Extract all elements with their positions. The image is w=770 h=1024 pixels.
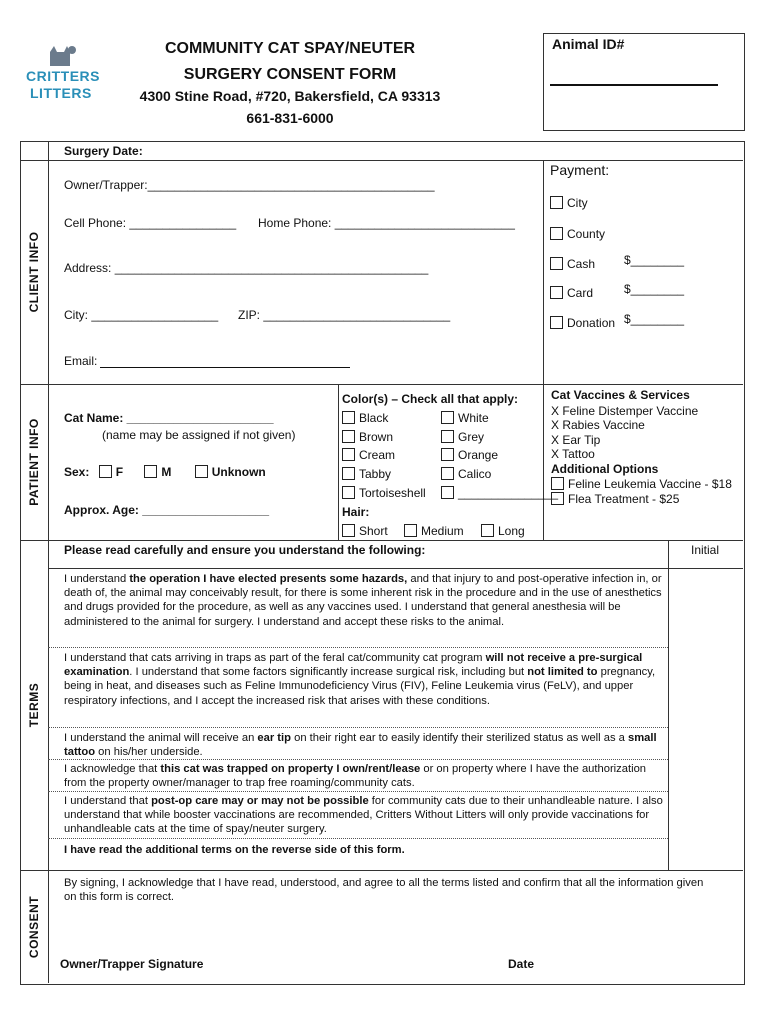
owner-field[interactable]: Owner/Trapper:___________________________________________ (64, 178, 435, 192)
animal-id-field[interactable] (550, 84, 718, 86)
form-title-line2: SURGERY CONSENT FORM (183, 66, 397, 83)
color-tabby[interactable]: Tabby (342, 467, 391, 481)
address-field[interactable]: Address: _______________________________________________ (64, 261, 429, 275)
section-label-consent: CONSENT (27, 895, 41, 958)
color-orange[interactable]: Orange (441, 448, 498, 462)
color-white[interactable]: White (441, 411, 489, 425)
hair-medium[interactable]: Medium (404, 524, 464, 538)
logo-text-bottom: LITTERS (30, 85, 92, 101)
consent-text: By signing, I acknowledge that I have read, understood, and agree to all the terms listed and confirm that all the information given on this form is correct. (64, 877, 704, 904)
hair-short[interactable]: Short (342, 524, 388, 538)
hair-long[interactable]: Long (481, 524, 525, 538)
sex-label: Sex: (64, 465, 90, 479)
card-amount-field[interactable]: $________ (624, 282, 685, 296)
checkbox[interactable] (550, 227, 563, 240)
date-label[interactable]: Date (508, 957, 535, 971)
initial-header: Initial (691, 543, 720, 557)
term-paragraph-1: I understand the operation I have elected presents some hazards, and that injury to and post-operative infection in, or death of, the animal may conceivably result, for there is some inherent risk in the procedure and in the use of anesthetics and drugs provided for the procedure, as well as any vaccines used. I understand that general anesthesia will be administered to the animal for surgery. I understand and accept these risks to the animal. (64, 573, 662, 628)
org-phone: 661-831-6000 (246, 110, 334, 126)
payment-donation-option[interactable]: Donation (550, 316, 615, 330)
email-field[interactable] (100, 367, 350, 368)
color-black[interactable]: Black (342, 411, 388, 425)
section-label-patient: PATIENT INFO (27, 418, 41, 506)
org-address: 4300 Stine Road, #720, Bakersfield, CA 93313 (139, 88, 441, 104)
term-paragraph-4: I acknowledge that this cat was trapped on property I own/rent/lease or on property where I have the authorization from the property owner/manager to trap free roaming/community cats. (64, 763, 647, 790)
animal-id-box (543, 33, 745, 131)
cash-amount-field[interactable]: $________ (624, 253, 685, 267)
checkbox[interactable] (550, 316, 563, 329)
cat-name-field[interactable]: Cat Name: ______________________ (64, 411, 274, 425)
home-phone-field[interactable]: Home Phone: ___________________________ (258, 216, 515, 230)
vaccine-item: X Tattoo (551, 447, 595, 461)
checkbox[interactable] (550, 286, 563, 299)
term-paragraph-5: I understand that post-op care may or may not be possible for community cats due to their unhandleable nature. I also understand that while booster vaccinations are recommended, Critters Without Litters will only provide vaccinations for unhandleable cats at the time of spay/neuter surgery. (64, 795, 663, 836)
donation-amount-field[interactable]: $________ (624, 312, 685, 326)
approx-age-field[interactable]: Approx. Age: ___________________ (64, 503, 270, 517)
form-title-line1: COMMUNITY CAT SPAY/NEUTER (164, 40, 416, 57)
email-label: Email: (64, 354, 98, 368)
color-brown[interactable]: Brown (342, 430, 393, 444)
payment-card-option[interactable]: Card (550, 286, 593, 300)
terms-header: Please read carefully and ensure you understand the following: (64, 543, 426, 557)
animal-id-label: Animal ID# (552, 36, 625, 52)
flea-treatment-option[interactable]: Flea Treatment - $25 (551, 492, 679, 506)
vaccines-header: Cat Vaccines & Services (551, 388, 690, 402)
cat-name-note: (name may be assigned if not given) (102, 428, 296, 442)
logo-text-top: CRITTERS (26, 68, 100, 84)
term-paragraph-2: I understand that cats arriving in traps as part of the feral cat/community cat program will not receive a pre-surgical examination. I understand that some factors significantly increase surgical risk, including but not limited to pregnancy, being in heat, and diseases such as Feline Immunodeficiency Virus (FIV), Feline Leukemia virus (FeLV), and upper respiratory infections, and I accept the increased risk that arises with these conditions. (64, 652, 656, 707)
zip-field[interactable]: ZIP: ____________________________ (238, 308, 451, 322)
sex-unknown-checkbox[interactable] (195, 465, 208, 478)
payment-city-option[interactable]: City (550, 196, 588, 210)
term-paragraph-6: I have read the additional terms on the reverse side of this form. (64, 844, 405, 856)
color-calico[interactable]: Calico (441, 467, 491, 481)
colors-header: Color(s) – Check all that apply: (342, 392, 519, 406)
checkbox[interactable] (550, 196, 563, 209)
sex-row (64, 465, 266, 479)
sex-m-label: M (161, 465, 172, 479)
hair-label: Hair: (342, 505, 370, 519)
sex-f-label: F (115, 465, 124, 479)
surgery-date-field[interactable]: Surgery Date: (64, 144, 143, 158)
term-paragraph-3: I understand the animal will receive an ear tip on their right ear to easily identify their sterilized status as well as a small tattoo on his/her underside. (64, 732, 657, 759)
section-label-terms: TERMS (27, 682, 41, 728)
color-other[interactable]: _______________ (441, 486, 558, 500)
payment-cash-option[interactable]: Cash (550, 257, 595, 271)
sex-unknown-label: Unknown (211, 465, 266, 479)
sex-m-checkbox[interactable] (144, 465, 157, 478)
color-grey[interactable]: Grey (441, 430, 484, 444)
checkbox[interactable] (550, 257, 563, 270)
vaccine-item: X Feline Distemper Vaccine (551, 404, 699, 418)
section-label-client: CLIENT INFO (27, 231, 41, 313)
city-field[interactable]: City: ___________________ (64, 308, 219, 322)
signature-label[interactable]: Owner/Trapper Signature (60, 957, 204, 971)
color-tortoiseshell[interactable]: Tortoiseshell (342, 486, 426, 500)
color-cream[interactable]: Cream (342, 448, 395, 462)
cell-phone-field[interactable]: Cell Phone: ________________ (64, 216, 237, 230)
additional-options-header: Additional Options (551, 462, 659, 476)
payment-county-option[interactable]: County (550, 227, 605, 241)
vaccine-item: X Rabies Vaccine (551, 418, 645, 432)
sex-f-checkbox[interactable] (99, 465, 112, 478)
payment-label: Payment: (550, 162, 610, 178)
felv-vaccine-option[interactable]: Feline Leukemia Vaccine - $18 (551, 477, 732, 491)
vaccine-item: X Ear Tip (551, 433, 601, 447)
